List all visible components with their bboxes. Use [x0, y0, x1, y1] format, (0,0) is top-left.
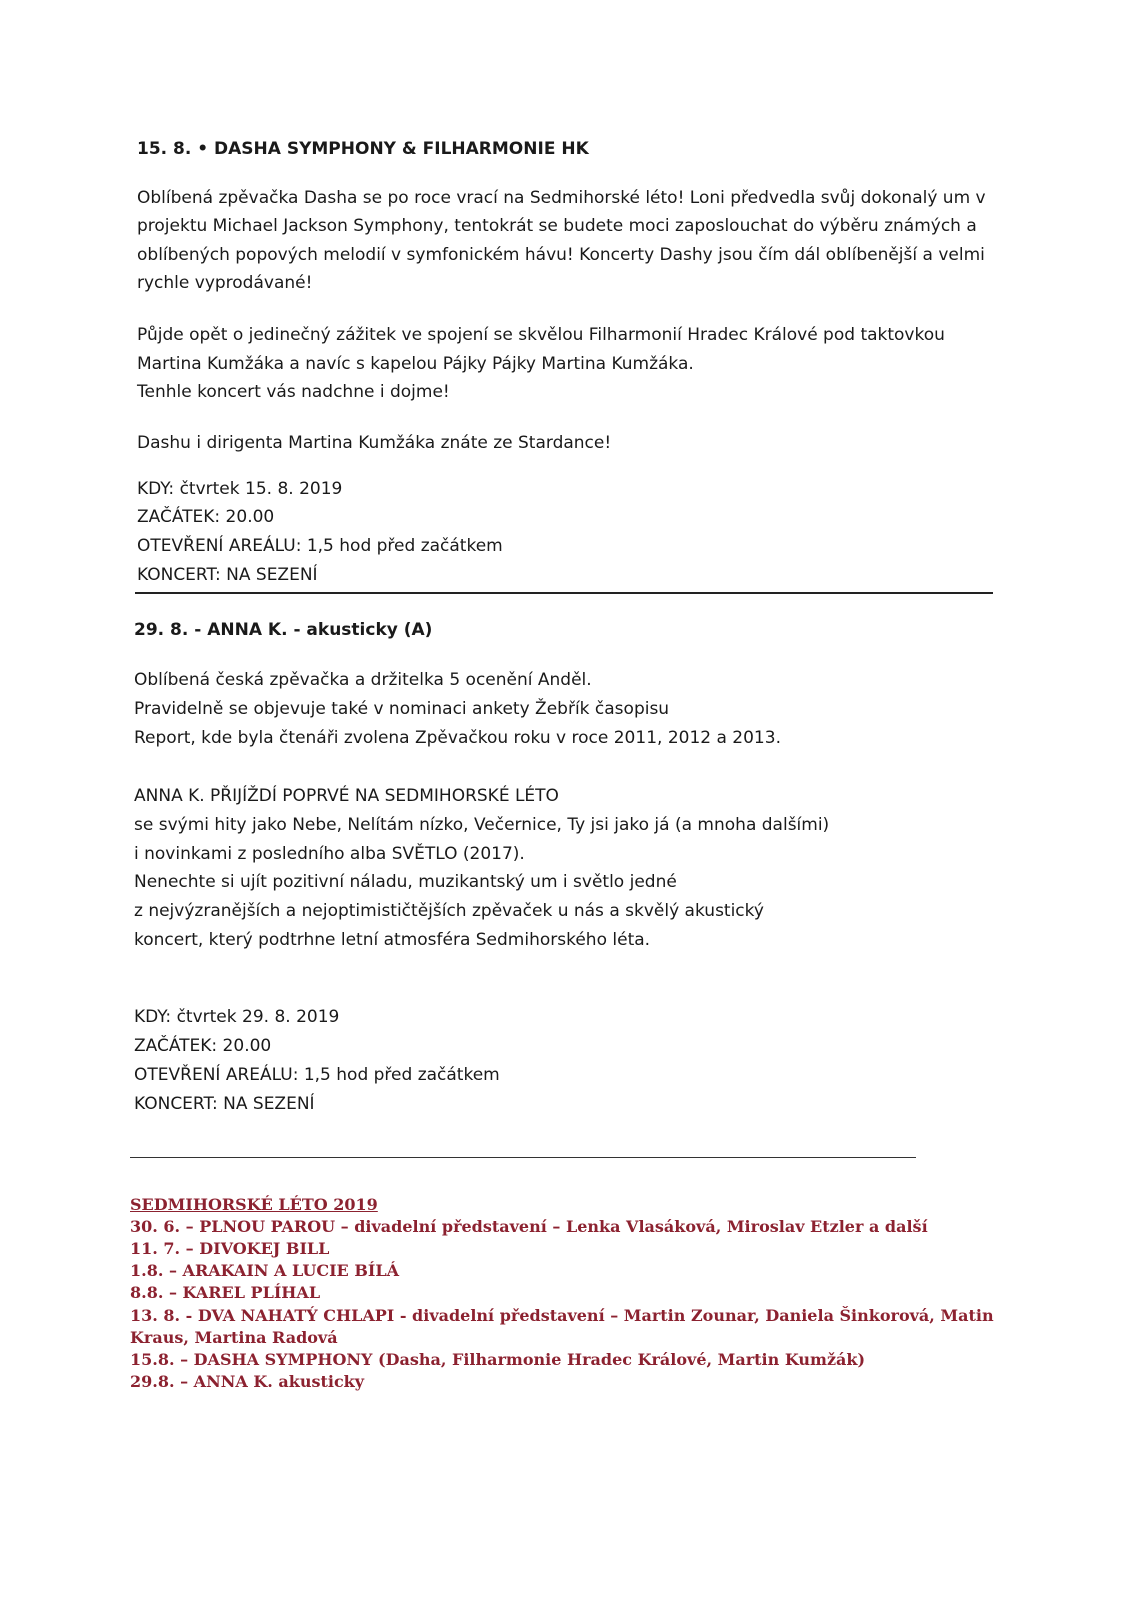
text-line: Oblíbená česká zpěvačka a držitelka 5 ocenění Anděl. [134, 670, 592, 690]
text-line: koncert, který podtrhne letní atmosféra Sedmihorského léta. [134, 930, 651, 950]
text-line: z nejvýzranějších a nejoptimističtějších zpěvaček u nás a skvělý akustický [134, 901, 764, 921]
text-line: se svými hity jako Nebe, Nelítám nízko, Večernice, Ty jsi jako já (a mnoha dalšími) [134, 815, 830, 835]
program-title: SEDMIHORSKÉ LÉTO 2019 [130, 1195, 378, 1214]
event-info-when: KDY: čtvrtek 15. 8. 2019 [137, 479, 343, 499]
text-line: Půjde opět o jedinečný zážitek ve spojení se skvělou Filharmonií Hradec Králové pod taktovkou [137, 325, 945, 345]
program-item: 8.8. – KAREL PLÍHAL [130, 1283, 321, 1302]
text-line: Report, kde byla čtenáři zvolena Zpěvačkou roku v roce 2011, 2012 a 2013. [134, 728, 781, 748]
event-info-seating: KONCERT: NA SEZENÍ [134, 1094, 315, 1114]
section-divider [130, 1157, 916, 1158]
text-line: Oblíbená zpěvačka Dasha se po roce vrací na Sedmihorské léto! Loni předvedla svůj dokonalý um v [137, 188, 986, 208]
section-heading-dasha: 15. 8. • DASHA SYMPHONY & FILHARMONIE HK [137, 139, 589, 159]
text-line: i novinkami z posledního alba SVĚTLO (2017). [134, 844, 525, 864]
event-info-opening: OTEVŘENÍ AREÁLU: 1,5 hod před začátkem [134, 1065, 500, 1085]
program-item: 29.8. – ANNA K. akusticky [130, 1372, 365, 1391]
text-line: projektu Michael Jackson Symphony, tentokrát se budete moci zaposlouchat do výběru známých a [137, 216, 977, 236]
program-item: 13. 8. - DVA NAHATÝ CHLAPI - divadelní představení – Martin Zounar, Daniela Šinkorová, Matin [130, 1306, 994, 1325]
text-line: oblíbených popových melodií v symfonickém hávu! Koncerty Dashy jsou čím dál oblíbenější a velmi [137, 245, 985, 265]
text-line: rychle vyprodávané! [137, 273, 313, 293]
text-line: ANNA K. PŘIJÍŽDÍ POPRVÉ NA SEDMIHORSKÉ LÉTO [134, 786, 559, 806]
text-line: Nenechte si ujít pozitivní náladu, muzikantský um i světlo jedné [134, 872, 677, 892]
text-line: Martina Kumžáka a navíc s kapelou Pájky Pájky Martina Kumžáka. [137, 354, 694, 374]
event-info-when: KDY: čtvrtek 29. 8. 2019 [134, 1007, 340, 1027]
program-item: Kraus, Martina Radová [130, 1328, 338, 1347]
event-info-start: ZAČÁTEK: 20.00 [137, 507, 275, 527]
program-item: 1.8. – ARAKAIN A LUCIE BÍLÁ [130, 1261, 399, 1280]
event-info-opening: OTEVŘENÍ AREÁLU: 1,5 hod před začátkem [137, 536, 503, 556]
program-item: 11. 7. – DIVOKEJ BILL [130, 1239, 330, 1258]
program-item: 15.8. – DASHA SYMPHONY (Dasha, Filharmonie Hradec Králové, Martin Kumžák) [130, 1350, 866, 1369]
text-line: Pravidelně se objevuje také v nominaci ankety Žebřík časopisu [134, 699, 670, 719]
event-info-start: ZAČÁTEK: 20.00 [134, 1036, 272, 1056]
event-info-seating: KONCERT: NA SEZENÍ [137, 565, 318, 585]
program-item: 30. 6. – PLNOU PAROU – divadelní představení – Lenka Vlasáková, Miroslav Etzler a další [130, 1217, 928, 1236]
text-line: Tenhle koncert vás nadchne i dojme! [137, 382, 450, 402]
section-divider [135, 592, 993, 594]
text-line: Dashu i dirigenta Martina Kumžáka znáte ze Stardance! [137, 433, 612, 453]
section-heading-anna: 29. 8. - ANNA K. - akusticky (A) [134, 620, 433, 640]
